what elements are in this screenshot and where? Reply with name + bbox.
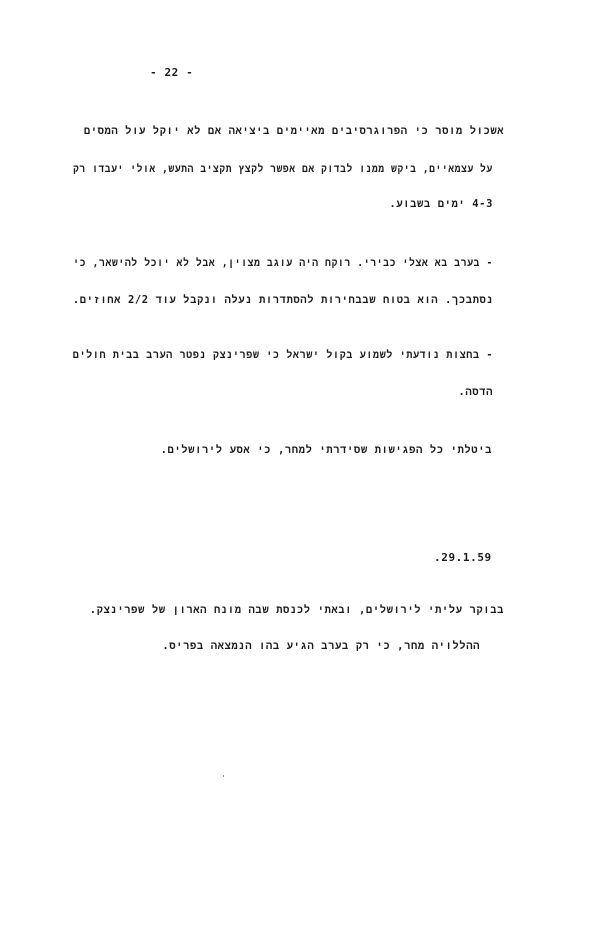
closing-line-2: ההללויה מחר, כי רק בערב הגיע בהו הנמצאה בפריס.: [162, 640, 480, 652]
page-number: - 22 -: [150, 66, 194, 79]
paragraph-1-line-1: אשכול מוסר כי הפרוגרסיבים מאיימים ביציאה אם לא יוקל עול המסים: [83, 125, 504, 137]
paragraph-2-line-2: נסתבכך. הוא בטוח שבבחירות להסתדרות נעלה ונקבל עוד 2/2 אחוזים.: [72, 294, 493, 306]
scan-speck: [223, 775, 224, 777]
paragraph-1-line-2: על עצמאיים, ביקש ממנו לבדוק אם אפשר לקצץ תקציב התעש, אולי יעבדו רק: [73, 163, 493, 175]
paragraph-4-line-1: ביטלתי כל הפגישות שסידרתי למחר, כי אסע לירושלים.: [160, 444, 492, 456]
paragraph-1-line-3: 4-3 ימים בשבוע.: [389, 198, 493, 210]
paragraph-3-line-2: הדסה.: [458, 386, 493, 398]
paragraph-2-line-1: - בערב בא אצלי כבירי. רוקח היה עוגב מצוין, אבל לא יוכל להישאר, כי: [73, 257, 493, 269]
closing-line-1: בבוקר עליתי לירושלים, ובאתי לכנסת שבה מונח הארון של שפרינצק.: [89, 604, 504, 616]
paragraph-3-line-1: - בחצות נודעתי לשמוע בקול ישראל כי שפרינצק נפטר הערב בבית חולים: [72, 349, 493, 361]
entry-date: .29.1.59: [434, 551, 492, 564]
